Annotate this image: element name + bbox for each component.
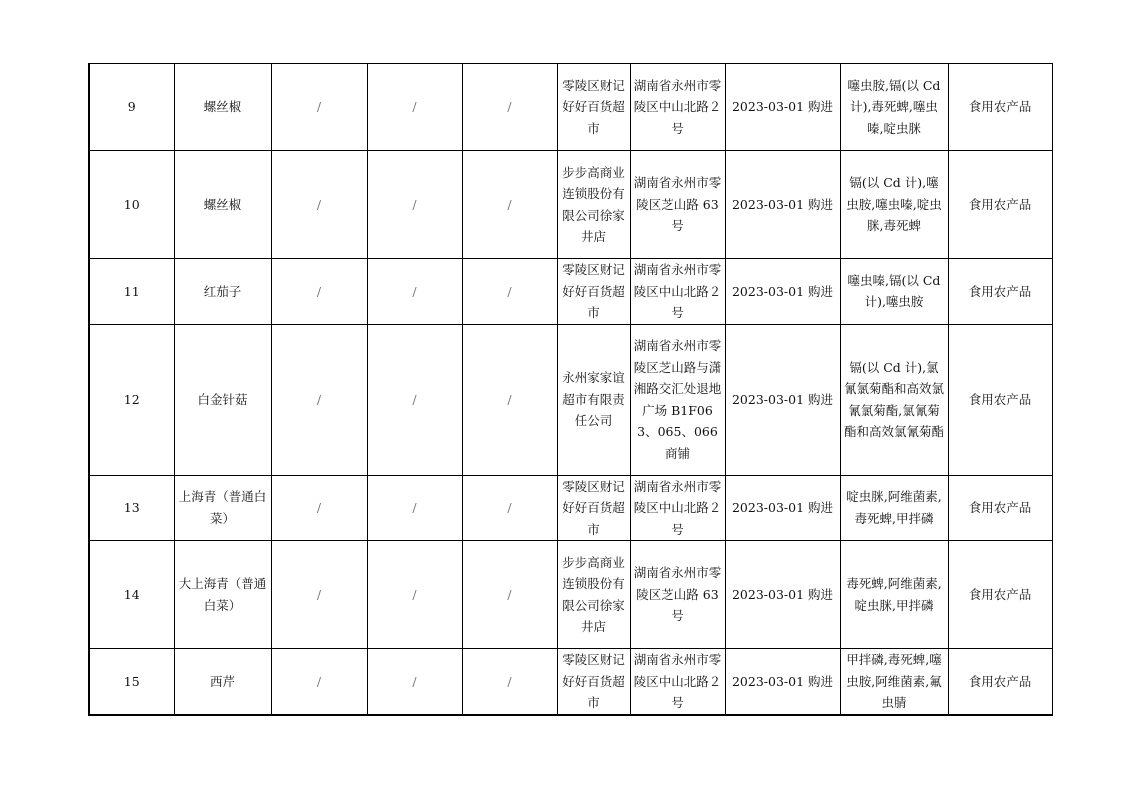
empty-cell: /	[271, 151, 367, 259]
food-category: 食用农产品	[948, 64, 1052, 151]
empty-cell: /	[462, 475, 557, 541]
purchase-date: 2023-03-01 购进	[725, 324, 840, 475]
test-items: 毒死蜱,阿维菌素,啶虫脒,甲拌磷	[840, 541, 948, 649]
seller-name: 零陵区财记好好百货超市	[557, 259, 630, 325]
product-name: 红茄子	[174, 259, 271, 325]
product-name: 上海青（普通白菜）	[174, 475, 271, 541]
seller-address: 湖南省永州市零陵区中山北路２号	[630, 649, 725, 715]
product-name: 螺丝椒	[174, 151, 271, 259]
row-number: 13	[89, 475, 174, 541]
empty-cell: /	[367, 259, 462, 325]
row-number: 12	[89, 324, 174, 475]
empty-cell: /	[462, 324, 557, 475]
purchase-date: 2023-03-01 购进	[725, 151, 840, 259]
food-category: 食用农产品	[948, 259, 1052, 325]
seller-address: 湖南省永州市零陵区芝山路 63 号	[630, 541, 725, 649]
table-row	[89, 64, 1052, 151]
test-items: 噻虫嗪,镉(以 Cd 计),噻虫胺	[840, 259, 948, 325]
row-number: 10	[89, 151, 174, 259]
sampling-results-table	[88, 63, 1053, 716]
food-category: 食用农产品	[948, 541, 1052, 649]
product-name: 白金针菇	[174, 324, 271, 475]
seller-name: 零陵区财记好好百货超市	[557, 64, 630, 151]
product-name: 西芹	[174, 649, 271, 715]
seller-name: 永州家家谊超市有限责任公司	[557, 324, 630, 475]
row-number: 14	[89, 541, 174, 649]
empty-cell: /	[367, 151, 462, 259]
empty-cell: /	[462, 649, 557, 715]
product-name: 螺丝椒	[174, 64, 271, 151]
test-items: 镉(以 Cd 计),氯氰氯菊酯和高效氯氰氯菊酯,氯氰菊酯和高效氯氰菊酯	[840, 324, 948, 475]
empty-cell: /	[367, 64, 462, 151]
test-items: 镉(以 Cd 计),噻虫胺,噻虫嗪,啶虫脒,毒死蜱	[840, 151, 948, 259]
test-items: 甲拌磷,毒死蜱,噻虫胺,阿维菌素,氟虫腈	[840, 649, 948, 715]
row-number: 11	[89, 259, 174, 325]
seller-address: 湖南省永州市零陵区芝山路与潇湘路交汇处退地广场 B1F063、065、066 商铺	[630, 324, 725, 475]
empty-cell: /	[271, 649, 367, 715]
purchase-date: 2023-03-01 购进	[725, 541, 840, 649]
empty-cell: /	[462, 541, 557, 649]
purchase-date: 2023-03-01 购进	[725, 64, 840, 151]
seller-name: 零陵区财记好好百货超市	[557, 475, 630, 541]
table-row	[89, 649, 1052, 715]
seller-address: 湖南省永州市零陵区中山北路２号	[630, 64, 725, 151]
row-number: 9	[89, 64, 174, 151]
test-items: 啶虫脒,阿维菌素,毒死蜱,甲拌磷	[840, 475, 948, 541]
empty-cell: /	[271, 324, 367, 475]
empty-cell: /	[271, 64, 367, 151]
empty-cell: /	[462, 64, 557, 151]
empty-cell: /	[271, 475, 367, 541]
product-name: 大上海青（普通白菜）	[174, 541, 271, 649]
table-row	[89, 259, 1052, 325]
seller-name: 步步高商业连锁股份有限公司徐家井店	[557, 151, 630, 259]
empty-cell: /	[271, 259, 367, 325]
empty-cell: /	[271, 541, 367, 649]
empty-cell: /	[367, 324, 462, 475]
empty-cell: /	[367, 649, 462, 715]
food-category: 食用农产品	[948, 649, 1052, 715]
seller-address: 湖南省永州市零陵区中山北路２号	[630, 259, 725, 325]
table-row	[89, 475, 1052, 541]
test-items: 噻虫胺,镉(以 Cd 计),毒死蜱,噻虫嗪,啶虫脒	[840, 64, 948, 151]
food-category: 食用农产品	[948, 151, 1052, 259]
purchase-date: 2023-03-01 购进	[725, 259, 840, 325]
empty-cell: /	[367, 475, 462, 541]
food-category: 食用农产品	[948, 475, 1052, 541]
table-row	[89, 324, 1052, 475]
seller-name: 步步高商业连锁股份有限公司徐家井店	[557, 541, 630, 649]
seller-name: 零陵区财记好好百货超市	[557, 649, 630, 715]
seller-address: 湖南省永州市零陵区中山北路２号	[630, 475, 725, 541]
table-row	[89, 151, 1052, 259]
table-row	[89, 541, 1052, 649]
empty-cell: /	[367, 541, 462, 649]
row-number: 15	[89, 649, 174, 715]
empty-cell: /	[462, 151, 557, 259]
purchase-date: 2023-03-01 购进	[725, 475, 840, 541]
food-category: 食用农产品	[948, 324, 1052, 475]
purchase-date: 2023-03-01 购进	[725, 649, 840, 715]
empty-cell: /	[462, 259, 557, 325]
seller-address: 湖南省永州市零陵区芝山路 63 号	[630, 151, 725, 259]
